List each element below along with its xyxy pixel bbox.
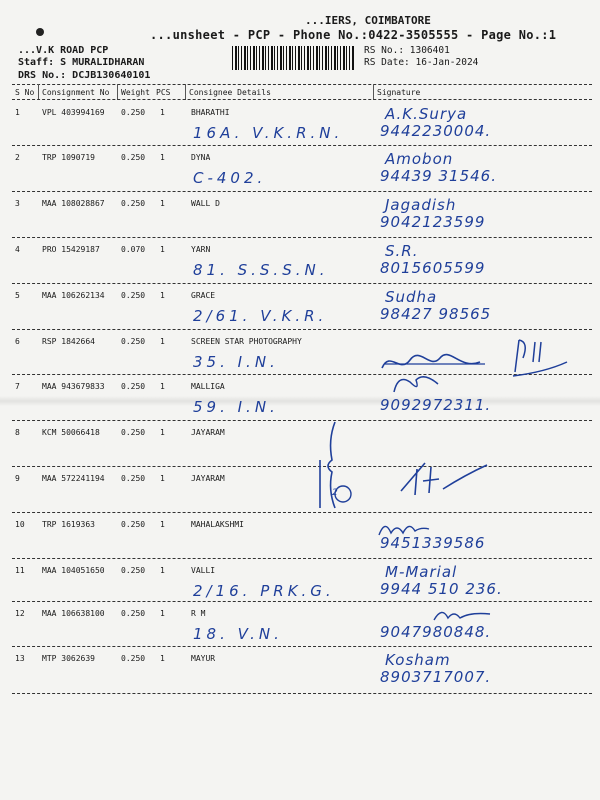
row-consignment: MAA 104051650 (42, 566, 105, 575)
row-pcs: 1 (160, 566, 165, 575)
col-divider (117, 84, 118, 100)
row-pcs: 1 (160, 337, 165, 346)
row-separator (12, 693, 592, 694)
row-consignment: VPL 403994169 (42, 108, 105, 117)
row-pcs: 1 (160, 609, 165, 618)
row-consignee-name: MAYUR (191, 654, 216, 663)
row-consignee-address: 81. S.S.S.N. (193, 261, 329, 279)
header-top-rule (12, 84, 592, 85)
row-consignee-address: C-402. (193, 169, 267, 187)
barcode (232, 46, 354, 70)
row-sno: 8 (15, 428, 20, 437)
row-pcs: 1 (160, 291, 165, 300)
row-separator (12, 145, 592, 146)
row-signature-phone: 98427 98565 (380, 305, 492, 323)
row-sno: 3 (15, 199, 20, 208)
row-signature-phone: 9442230004. (380, 122, 492, 140)
row-consignee-address: 2/61. V.K.R. (193, 307, 328, 325)
row-separator (12, 466, 592, 467)
row-signature-phone: 8015605599 (380, 259, 486, 277)
row-pcs: 1 (160, 428, 165, 437)
row-consignment: MAA 572241194 (42, 474, 105, 483)
drs-number: DRS No.: DCJB130640101 (18, 70, 151, 81)
row-signature-phone: 9092972311. (380, 396, 492, 414)
row-pcs: 1 (160, 474, 165, 483)
row-weight: 0.250 (121, 153, 146, 162)
row-sno: 6 (15, 337, 20, 346)
runsheet-title: ...unsheet - PCP - Phone No.:0422-3505555 - Page No.:1 (150, 28, 557, 42)
col-consignee: Consignee Details (189, 88, 271, 97)
header-bottom-rule (12, 99, 592, 100)
row-separator (12, 237, 592, 238)
signature-scribble (375, 515, 435, 543)
row-weight: 0.250 (121, 108, 146, 117)
row-separator (12, 646, 592, 647)
row-signature-name: Jagadish (385, 196, 457, 214)
row-consignment: KCM 50066418 (42, 428, 100, 437)
row-signature-phone: 9944 510 236. (380, 580, 503, 598)
col-divider (38, 84, 39, 100)
row-consignment: MAA 106638100 (42, 609, 105, 618)
rs-number: RS No.: 1306401 (364, 45, 450, 56)
row-weight: 0.250 (121, 520, 146, 529)
row-consignee-name: JAYARAM (191, 428, 225, 437)
ink-dot (36, 28, 44, 36)
row-pcs: 1 (160, 153, 165, 162)
row-consignee-name: MAHALAKSHMI (191, 520, 244, 529)
row-sno: 10 (15, 520, 25, 529)
row-signature-phone: 9042123599 (380, 213, 486, 231)
row-signature-phone: 9451339586 (380, 534, 486, 552)
row-sno: 9 (15, 474, 20, 483)
row-consignee-address: 59. I.N. (193, 398, 279, 416)
row-consignee-address: 2/16. PRK.G. (193, 582, 335, 600)
staff-name: Staff: S MURALIDHARAN (18, 57, 145, 68)
row-sno: 4 (15, 245, 20, 254)
row-pcs: 1 (160, 108, 165, 117)
row-sno: 12 (15, 609, 25, 618)
row-separator (12, 283, 592, 284)
row-signature-phone: 94439 31546. (380, 167, 497, 185)
row-consignee-name: DYNA (191, 153, 211, 162)
row-consignee-name: SCREEN STAR PHOTOGRAPHY (191, 337, 302, 346)
row-consignee-address: 18. V.N. (193, 625, 283, 643)
row-separator (12, 329, 592, 330)
row-consignment: PRO 15429187 (42, 245, 100, 254)
row-weight: 0.250 (121, 382, 146, 391)
row-consignment: MAA 106262134 (42, 291, 105, 300)
branch-name: ...V.K ROAD PCP (18, 45, 109, 56)
col-pcs: PCS (156, 88, 171, 97)
row-pcs: 1 (160, 382, 165, 391)
row-weight: 0.250 (121, 566, 146, 575)
row-signature-name: Kosham (385, 651, 451, 669)
row-consignment: MTP 3062639 (42, 654, 95, 663)
row-signature-phone: 8903717007. (380, 668, 492, 686)
col-sno: S No (15, 88, 35, 97)
row-sno: 13 (15, 654, 25, 663)
paper-fold (0, 396, 600, 406)
signature-scribble (505, 332, 575, 382)
row-weight: 0.070 (121, 245, 146, 254)
row-consignee-address: 16A. V.K.R.N. (193, 124, 344, 142)
row-separator (12, 512, 592, 513)
rs-date: RS Date: 16-Jan-2024 (364, 57, 479, 68)
row-signature-phone: 9047980848. (380, 623, 492, 641)
row-separator (12, 601, 592, 602)
row-consignee-name: MALLIGA (191, 382, 225, 391)
col-consignment: Consignment No (42, 88, 110, 97)
col-weight: Weight (121, 88, 150, 97)
row-pcs: 1 (160, 520, 165, 529)
row-consignee-name: GRACE (191, 291, 216, 300)
row-signature-name: M-Marial (385, 563, 458, 581)
row-pcs: 1 (160, 654, 165, 663)
row-separator (12, 420, 592, 421)
row-sno: 5 (15, 291, 20, 300)
firm-name: ...IERS, COIMBATORE (305, 14, 431, 27)
row-weight: 0.250 (121, 654, 146, 663)
row-weight: 0.250 (121, 428, 146, 437)
row-consignment: RSP 1842664 (42, 337, 95, 346)
col-signature: Signature (377, 88, 421, 97)
row-consignment: MAA 943679833 (42, 382, 105, 391)
signature-scribble (395, 455, 495, 501)
row-weight: 0.250 (121, 291, 146, 300)
row-weight: 0.250 (121, 609, 146, 618)
col-divider (185, 84, 186, 100)
row-consignee-address: 35. I.N. (193, 353, 279, 371)
row-consignee-name: R M (191, 609, 206, 618)
row-consignment: MAA 108028867 (42, 199, 105, 208)
row-sno: 7 (15, 382, 20, 391)
row-consignee-name: YARN (191, 245, 211, 254)
signature-scribble (430, 604, 500, 626)
row-signature-name: S.R. (385, 242, 419, 260)
row-consignment: TRP 1619363 (42, 520, 95, 529)
row-signature-name: Amobon (385, 150, 454, 168)
signature-scribble (390, 370, 450, 400)
row-consignee-name: VALLI (191, 566, 216, 575)
row-weight: 0.250 (121, 337, 146, 346)
row-consignee-name: WALL D (191, 199, 220, 208)
row-pcs: 1 (160, 245, 165, 254)
col-divider (373, 84, 374, 100)
row-consignment: TRP 1090719 (42, 153, 95, 162)
row-consignee-name: JAYARAM (191, 474, 225, 483)
row-signature-name: Sudha (385, 288, 438, 306)
row-separator (12, 558, 592, 559)
row-separator (12, 191, 592, 192)
row-sno: 2 (15, 153, 20, 162)
row-weight: 0.250 (121, 199, 146, 208)
row-sno: 11 (15, 566, 25, 575)
row-sno: 1 (15, 108, 20, 117)
bracket-note: 2 (332, 488, 338, 498)
row-weight: 0.250 (121, 474, 146, 483)
row-consignee-name: BHARATHI (191, 108, 230, 117)
row-signature-name: A.K.Surya (385, 105, 468, 123)
row-pcs: 1 (160, 199, 165, 208)
